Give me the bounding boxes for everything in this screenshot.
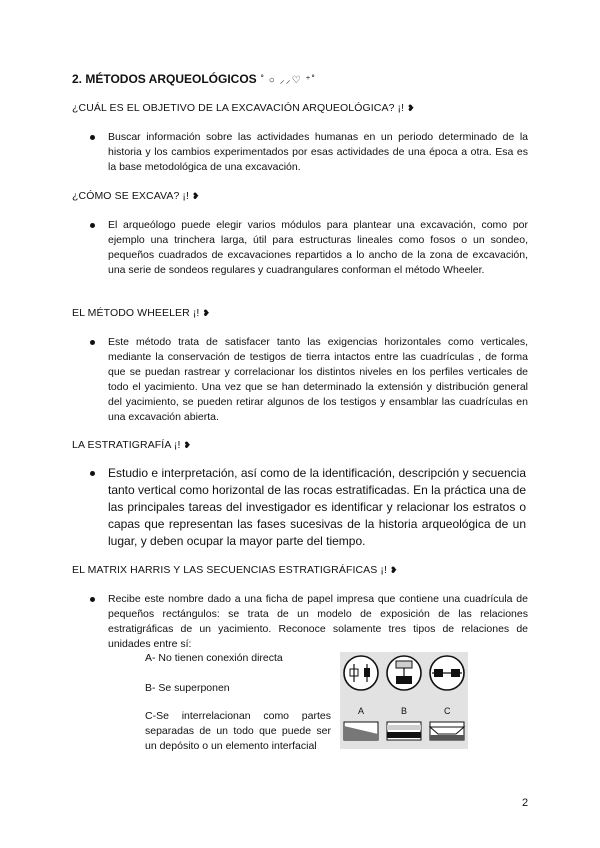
heading-como-excava [72,190,200,202]
section-c-fill [430,735,464,740]
stratigraphy-figure [340,652,468,749]
relation-c: C-Se interrelacionan como partes separadas de un todo que puede ser un depósito o un elemento interfacial [145,710,331,752]
page-number: 2 [522,797,529,809]
bullet-icon [90,340,95,345]
heading-objetivo [72,102,415,114]
heading-estratigrafia [72,439,191,451]
bullet-icon [90,597,95,602]
paragraph: Estudio e interpretación, así como de la identificación, descripción y secuencia tanto vertical como horizontal de las rocas estratificadas. En la práctica una de las principales tareas del investigador es identificar y relacionar los estratos o capas que representan las fases sucesivas de la historia arqueológica de un lugar, y deben ocupar la mayor parte del tiempo. [108,466,526,548]
bullet-icon [90,223,95,228]
figure-label-b: B [401,706,408,716]
figure-label-c: C [444,706,451,716]
heading-text: EL MATRIX HARRIS Y LAS SECUENCIAS ESTRATIGRÁFICAS ¡! [72,564,388,576]
paragraph: Buscar información sobre las actividades humanas en un periodo determinado de la historia y los cambios experimentados por esas actividades de una época a otra. Esa es la base metodológica de una excavación. [108,131,528,173]
heading-matrix-harris [72,564,398,576]
figure-label-a: A [358,706,365,716]
section-b-lower [387,732,421,738]
section-title-decoration: ˚ ○ ⸝⸝♡ ⁺˚ [260,75,316,86]
paragraph: Este método trata de satisfacer tanto las exigencias horizontales como verticales, mediante la conservación de testigos de tierra intactos entre las cuadrículas , de forma que se puedan rastrear y correlacionar los distintos niveles en los perfiles verticales de todo el yacimiento. Una vez que se han determinado la extensión y distribución general del yacimiento, se pueden retirar algunos de los testigos y ensamblar las cuadrículas en una excavación abierta. [108,336,528,423]
unit-c1 [434,669,443,677]
heart-arrow-icon: ❥ [407,103,415,113]
unit-b1 [396,661,412,668]
bullet-icon [90,471,95,476]
heart-arrow-icon: ❥ [390,565,398,575]
unit-c2 [451,669,460,677]
heart-arrow-icon: ❥ [192,191,200,201]
heart-arrow-icon: ❥ [183,440,192,450]
section-title-text: 2. MÉTODOS ARQUEOLÓGICOS [72,72,257,86]
paragraph: El arqueólogo puede elegir varios módulos para plantear una excavación, como por ejemplo una trinchera larga, útil para estructuras lineales como fosos o un sondeo, pequeños cuadrados de excavaciones repartidos a lo ancho de la zona de excavación, una serie de sondeos regulares y cuadrangulares conforman el método Wheeler. [108,219,528,276]
section-title [72,72,316,86]
bullet-icon [90,135,95,140]
heading-text: ¿CUÁL ES EL OBJETIVO DE LA EXCAVACIÓN ARQUEOLÓGICA? ¡! [72,102,405,114]
unit-b2 [396,676,412,684]
paragraph: Recibe este nombre dado a una ficha de papel impresa que contiene una cuadrícula de pequeños rectángulos: se trata de un modelo de exposición de las relaciones estratigráficas de un yacimiento. Reconoce solamente tres tipos de relaciones de unidades entre sí: [108,593,528,650]
heading-text: ¿CÓMO SE EXCAVA? ¡! [72,190,190,202]
relation-b: B- Se superponen [145,682,230,694]
heading-text: LA ESTRATIGRAFÍA ¡! [72,439,181,451]
section-b-upper [387,725,421,730]
heading-text: EL MÉTODO WHEELER ¡! [72,307,200,319]
heading-metodo-wheeler [72,307,210,319]
stratigraphy-diagram [340,652,468,749]
heart-arrow-icon: ❥ [202,308,211,318]
relation-a: A- No tienen conexión directa [145,652,283,664]
circle-a [344,656,378,690]
